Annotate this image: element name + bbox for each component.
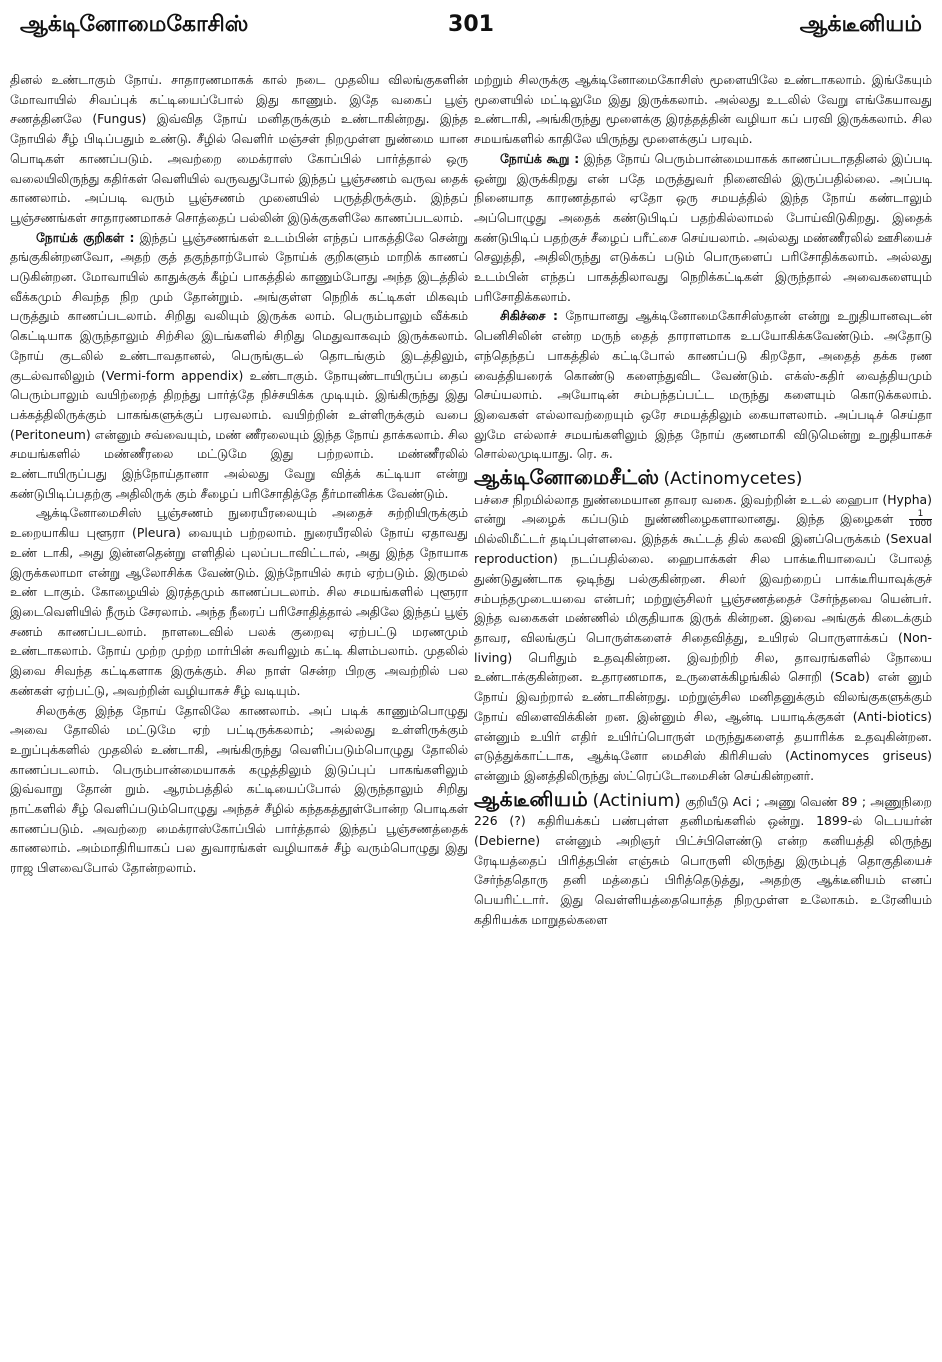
entry-text: பச்சை நிறமில்லாத நுண்மையான தாவர வகை. இவற்றின் உடல் ஹைபா (Hypha) என்று அழைக் கப்படும் நுண்ணிழைகளாலானது. இந்த இழைகள்: [474, 491, 932, 527]
paragraph-text: நோயானது ஆக்டினோமைகோசிஸ்தான் என்று உறுதியானவுடன் பெனிசிலின் என்ற மருந் தைத் தாராளமாக உபயோகிக்கவேண்டும். அதோடு எந்தெந்தப் பாகத்தில் கட்டிபோல் காணப்படு கிறதோ, அதைத் தக்க ரண வைத்தியரைக் கொண்டு களைந்துவிட வேண்டும். எக்ஸ்-கதிர் வைத்தியமும் செய்யலாம். அயோடின் சம்பந்தப்பட்ட மருந்து களையும் கொடுக்கலாம். இவைகள் எல்லாவற்றையும் ஒரே சமயத்திலும் கையாளலாம். அப்படிச் செய்தா லுமே எல்லாச் சமயங்களிலும் இந்த நோய் குணமாகி விடுமென்று உறுதியாகச் சொல்லமுடியாது.: [474, 308, 932, 462]
paragraph-treatment: [474, 306, 932, 464]
fraction-denominator: 1000: [909, 519, 932, 530]
paragraph: மற்றும் சிலருக்கு ஆக்டினோமைகோசிஸ் மூளையிலே உண்டாகலாம். இங்கேயும் மூளையில் மட்டிலுமே இது இருக்கலாம். அல்லது உடலில் வேறு எங்கேயாவது உண்டாகி, அங்கிருந்து மூளைக்கு இரத்தத்தின் வழியா கப் பரவி இருக்கலாம். சில சமயங்களில் காதிலே யிருந்து மூளைக்குப் பரவும்.: [474, 72, 932, 147]
entry-actinomycetes: [474, 465, 932, 490]
entry-text: குறியீடு Aci ; அணு வெண் 89 ; அணுநிறை 226 (?) கதிரியக்கப் பண்புள்ள தனிமங்களில் ஒன்று. 1899-ல் டெபயர்ன் (Debierne) என்னும் அறிஞர் பிட்ச்பிளெண்டு என்ற கனியத்தி லிருந்து ரேடியத்தைப் பிரித்தபின் எஞ்சும் பொருளி லிருந்து இரும்புத் தொகுதியைச் சேர்ந்ததொரு தனி மத்தைப் பிரித்தெடுத்து, அதற்கு ஆக்டீனியம் எனப் பெயரிட்டார். இது வெள்ளியத்தையொத்த நிறமுள்ள உலோகம். உரேனியம் கதிரியக்க மாறுதல்களை: [474, 793, 932, 927]
entry-text: மில்லிமீட்டர் தடிப்புள்ளவை. இந்தக் கூட்டத் தில் கலவி இனப்பெருக்கம் (Sexual reproduction) நடப்பதில்லை. ஹைபாக்கள் சில பாக்டீரியாவைப் போலத் துண்டுதுண்டாக ஒடிந்து பல்குகின்றன. சிலர் இவற்றைப் பாக்டீரியாவுக்குச் சம்பந்தமுடையவை என்பர்; மற்றுஞ்சிலர் பூஞ்சணத்தைச் சேர்ந்தவை யென்பர். இந்த வகைகள் மண்ணில் மிகுதியாக இருக் கின்றன. இவை அங்குக் கிடைக்கும் தாவர, விலங்குப் பொருள்களைச் சிதைவித்து, உயிரல் பொருளாக்கப் (Non-living) பெரிதும் உதவுகின்றன. இவற்றிற் சில, தாவரங்களில் நோயை உண்டாக்குகின்றன. உதாரணமாக, உருளைக்கிழங்கில் சொறி (Scab) என் னும் நோய் இவற்றால் உண்டாகின்றது. மற்றுஞ்சில மனிதனுக்கும் விலங்குகளுக்கும் நோய் விளைவிக்கின் றன. இன்னும் சில, ஆன்டி பயாடிக்குகள் (Anti-biotics) என்னும் உயிர் எதிர் உயிர்ப்பொருள் மருந்துகளைத் தயாரிக்க உதவுகின்றன. எடுத்துக்காட்டாக, ஆக்டினோ மைசிஸ் கிரிசியஸ் (Actinomyces griseus) என்னும் இனத்திலிருந்து ஸ்ட்ரெப்டோமைசின் செய்கின்றனர்.: [474, 531, 932, 783]
page-number: 301: [448, 12, 494, 37]
section-label: நோய்க் கூறு :: [500, 150, 580, 166]
paragraph-text: இந்த நோய் பெரும்பான்மையாகக் காணப்படாததினல் இப்படி ஒன்று இருக்கிறது என் பதே மருத்துவர் நினைவில் இருப்பதில்லை. அப்படி நினையாத காரணத்தால் ஏதோ ஒரு சமயத்தில் இந்த நோய் கண்டாலும் அப்பொழுது அதைக் கண்டுபிடிப் பதற்கில்லாமல் போய்விடுகிறது. இதைக் கண்டுபிடிப் பதற்குச் சீழைப் பரீட்சை செய்யலாம். அல்லது மண்ணீரலில் ஊசியைச் செலுத்தி, அதிலிருந்து எடுக்கப் படும் பொருளைப் பரிசோதிக்கலாம். அல்லது உடம்பின் எந்தப் பாகத்திலாவது நெறிக்கட்டிகள் இருந்தால் அவைகளையும் பரிசோதிக்கலாம்.: [474, 150, 932, 304]
entry-actinium: [474, 786, 932, 930]
paragraph-text: இந்தப் பூஞ்சணங்கள் உடம்பின் எந்தப் பாகத்திலே சென்று தங்குகின்றனவோ, அதற் குத் தகுந்தாற்போல் நோய்க் குறிகளும் மாறிக் காணப் படுகின்றன. மோவாயில் காதுக்குக் கீழ்ப் பாகத்தில் காணும்போது அந்த இடத்தில் வீக்கமும் சிவந்த நிற மும் தோன்றும். அங்குள்ள நெறிக் கட்டிகள் மிகவும் பருத்தும் காணப்படலாம். சிறிது வலியும் இருக்க லாம். பெரும்பாலும் வீக்கம் கெட்டியாக இருந்தாலும் சிற்சில இடங்களில் சிறிது மெதுவாகவும் இருக்கலாம். நோய் குடலில் உண்டாவதானல், பெருங்குடல் தொடங்கும் இடத்திலும், குடல்வாலிலும் (Vermi-form appendix) உண்டாகும். நோயுண்டாயிருப்ப தைப் பெரும்பாலும் வயிற்றைத் திறந்து பார்த்தே நிச்சயிக்க முடியும். இங்கிருந்து இது பக்கத்திலிருக்கும் பாகங்களுக்குப் பரவலாம். வயிற்றின் உள்ளிருக்கும் வபை (Peritoneum) என்னும் சவ்வையும், மண் ணீரலையும் இந்த நோய் தாக்கலாம். சில சமயங்களில் மண்ணீரலை மட்டுமே இது பற்றலாம். மண்ணீரலில் உண்டாயிருப்பது இந்நோய்தானா அல்லது வேறு வித்க் கட்டியா என்று கண்டுபிடிப்பதற்கு அதிலிருக் கும் சீழைப் பரிசோதித்தே தீர்மானிக்க வேண்டும்.: [10, 229, 468, 501]
fraction-numerator: 1: [909, 510, 932, 520]
fraction: [909, 510, 932, 529]
entry-body: [474, 490, 932, 786]
paragraph: தினல் உண்டாகும் நோய். சாதாரணமாகக் கால் நடை முதலிய விலங்குகளின் மோவாயில் சிவப்புக் கட்டியைப்போல் இது காணும். இதே வகைப் பூஞ் சணத்தினலே (Fungus) இவ்வித நோய் மனிதருக்கும் உண்டாகின்றது. இந்த நோயில் சீழ் பிடிப்பதும் உண்டு. சீழில் வெளிர் மஞ்சள் நிறமுள்ள நுண்மை யான பொடிகள் காணப்படும். அவற்றை மைக்ராஸ் கோப்பில் பார்த்தால் ஒரு வலையிலிருந்து கதிர்கள் வெளியில் வருவதுபோல் இந்தப் பூஞ்சணம் வருவ தைக் காணலாம். அப்படி வரும் பூஞ்சணம் முனையில் பருத்திருக்கும். இந்தப் பூஞ்சணங்கள் சாதாரணமாகச் சொத்தைப் பல்லின் இடுக்குகளிலே காணப்படலாம்.: [10, 72, 468, 225]
entry-heading-latin: (Actinium): [592, 790, 681, 811]
section-label: நோய்க் குறிகள் :: [36, 229, 135, 245]
right-column: [474, 70, 932, 1356]
left-column: [10, 70, 468, 1356]
entry-heading: ஆக்டினோமைசீட்ஸ்: [474, 465, 660, 490]
entry-heading: ஆக்டீனியம்: [474, 786, 589, 811]
entry-heading-latin: (Actinomycetes): [663, 469, 803, 490]
paragraph: சிலருக்கு இந்த நோய் தோலிலே காணலாம். அப் படிக் காணும்பொழுது அவை தோலில் மட்டுமே ஏற் பட்டிருக்கலாம்; அல்லது உள்ளிருக்கும் உறுப்புக்களில் முதலில் உண்டாகி, அங்கிருந்து வெளிப்படும்பொழுது தோலில் காணப்படலாம். பெரும்பான்மையாகக் கழுத்திலும் இடுப்புப் பாகங்களிலும் இவ்வாறு தோன் றும். ஆரம்பத்தில் கட்டியைப்போல் இருந்தாலும் சிறிது நாட்களில் சீழ் வெளிப்படும்பொழுது அந்தச் சீழில் கந்தகத்தூள்போன்ற பொடிகள் காணப்படும். அவற்றை மைக்ராஸ்கோப்பில் பார்த்தால் இந்தப் பூஞ்சணத்தைக் காணலாம். அம்மாதிரியாகப் பல துவாரங்கள் வழியாகச் சீழ் வரும்பொழுது இது ராஜ பிளவைபோல் தோன்றலாம்.: [10, 702, 468, 876]
paragraph-pathology: [474, 149, 932, 307]
paragraph-symptoms: [10, 228, 468, 504]
running-head-left: ஆக்டினோமைகோசிஸ்: [20, 12, 249, 37]
running-head-right: ஆக்டீனியம்: [799, 12, 922, 37]
paragraph: ஆக்டினோமைசிஸ் பூஞ்சணம் நுரையீரலையும் அதைச் சுற்றியிருக்கும் உறையாகிய புளூரா (Pleura) வையும் பற்றலாம். நுரையீரலில் நோய் ஏதாவது உண் டாகி, அது இன்னதென்று எளிதில் புலப்படாவிட்டால், அது இந்த நோயாக இருக்கலாமா என்று ஆலோசிக்க வேண்டும். இந்நோயில் சுரம் ஏற்படும். இருமல் உண் டாகும். கோழையில் இரத்தமும் காணப்படலாம். சில சமயங்களில் புளூரா இடைவெளியில் நீரும் சேரலாம். அந்த நீரைப் பரிசோதித்தால் அதிலே இந்தப் பூஞ் சணம் காணப்படலாம். நாளடைவில் பலக் குறைவு ஏற்பட்டு மரணமும் உண்டாகலாம். நோய் முற்ற முற்ற மார்பின் சுவரிலும் கட்டி கிளம்பலாம். முதலில் இவை சிவந்த கட்டிகளாக இருக்கும். சில நாள் சென்ற பிறகு அவற்றில் பல கண்கள் ஏற்பட்டு, அவற்றின் வழியாகச் சீழ் வடியும்.: [10, 505, 468, 698]
section-label: சிகிச்சை :: [500, 308, 558, 324]
author-initials: ரெ. சு.: [576, 446, 613, 462]
page-header: [14, 8, 928, 52]
